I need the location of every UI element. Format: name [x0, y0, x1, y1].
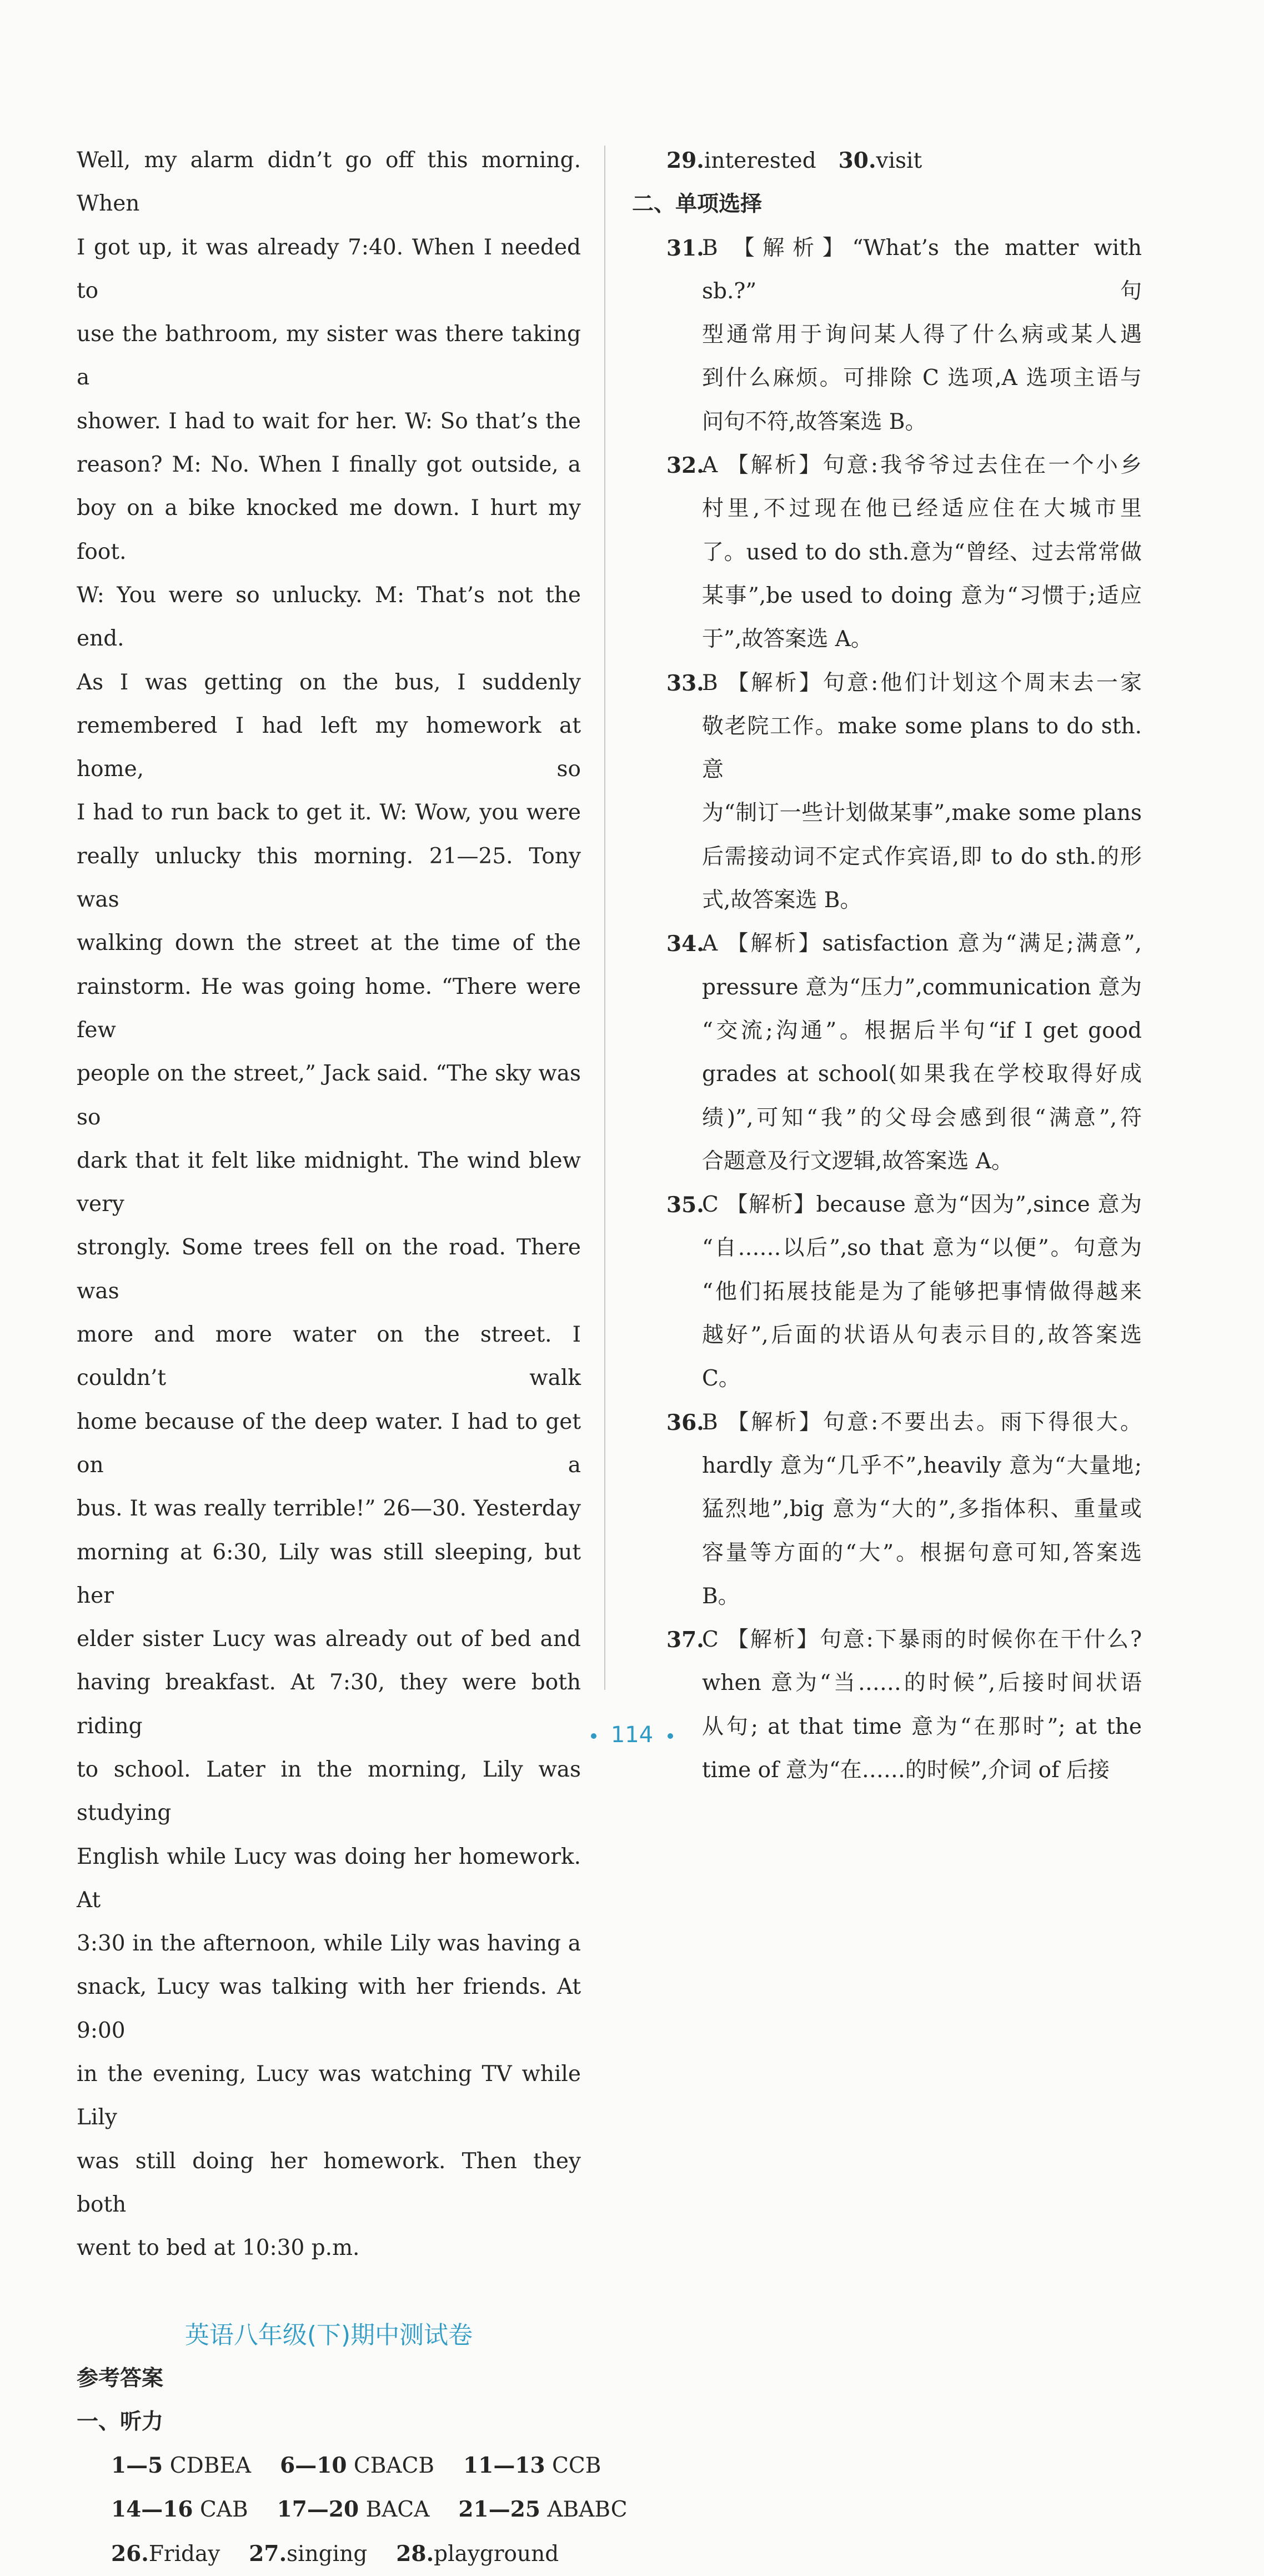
item-line: 容量等方面的“大”。根据句意可知,答案选 [702, 1540, 1142, 1565]
item-number: 36. [666, 1409, 704, 1435]
transcript-line: more and more water on the street. I couldn’t walk [77, 1322, 581, 1391]
item-line: 式,故答案选 B。 [702, 888, 862, 913]
page-number-footer [0, 1722, 1264, 1748]
item-line: 为“制订一些计划做某事”,make some plans [702, 801, 1142, 826]
answer-range: 17—20 [277, 2497, 359, 2523]
item-line: 后需接动词不定式作宾语,即 to do sth.的形 [702, 844, 1142, 869]
transcript-line: I got up, it was already 7:40. When I needed to [77, 234, 581, 303]
listening-answers [77, 2444, 628, 2576]
choice-item [632, 1401, 1142, 1618]
item-line: 从句; at that time 意为“在那时”; at the [702, 1714, 1142, 1739]
answer-range: 1—5 [111, 2453, 163, 2479]
transcript-line: home because of the deep water. I had to get on a [77, 1409, 581, 1478]
answer-value: CCB [552, 2453, 601, 2479]
transcript-line: walking down the street at the time of the [77, 931, 581, 956]
answer-range: 29. [666, 148, 704, 173]
left-column [77, 139, 628, 2576]
item-line: hardly 意为“几乎不”,heavily 意为“大量地; [702, 1453, 1142, 1478]
transcript-line: shower. I had to wait for her. W: So that’s the [77, 408, 581, 434]
answer-value: BACA [365, 2497, 430, 2523]
listening-transcript [77, 139, 581, 2270]
transcript-line: was still doing her homework. Then they both [77, 2148, 581, 2217]
item-number: 34. [666, 931, 704, 957]
answer-range: 11—13 [463, 2453, 545, 2479]
item-line: 某事”,be used to doing 意为“习惯于;适应 [702, 583, 1142, 608]
item-number: 31. [666, 235, 704, 261]
item-line: 猛烈地”,big 意为“大的”,多指体积、重量或 [702, 1497, 1142, 1522]
choice-item [632, 1183, 1142, 1400]
choice-item [632, 922, 1142, 1183]
item-line: time of 意为“在……的时候”,介词 of 后接 [702, 1757, 1110, 1783]
footer-dot-icon [591, 1733, 596, 1739]
footer-dot-icon [668, 1733, 673, 1739]
transcript-line: English while Lucy was doing her homework. At [77, 1844, 581, 1913]
item-line: 合题意及行文逻辑,故答案选 A。 [702, 1148, 1013, 1174]
transcript-line: boy on a bike knocked me down. I hurt my foot. [77, 496, 581, 564]
item-line: “交流;沟通”。根据后半句“if I get good [702, 1018, 1142, 1043]
item-line: 了。used to do sth.意为“曾经、过去常常做 [702, 539, 1142, 565]
item-line: 绩)”,可知“我”的父母会感到很“满意”,符 [702, 1105, 1142, 1131]
transcript-line: As I was getting on the bus, I suddenly [77, 669, 581, 695]
item-line: C。 [702, 1366, 740, 1392]
choice-item [632, 1618, 1142, 1792]
column-divider [604, 146, 605, 1690]
item-line: B。 [702, 1583, 740, 1609]
transcript-line: morning at 6:30, Lily was still sleeping, but her [77, 1539, 581, 1608]
transcript-line: to school. Later in the morning, Lily was studying [77, 1757, 581, 1826]
answer-range: 28. [396, 2540, 434, 2567]
answer-value: singing [287, 2541, 368, 2567]
choice-item [632, 444, 1142, 661]
choice-heading: 二、单项选择 [632, 192, 763, 217]
answer-range: 14—16 [111, 2497, 193, 2523]
transcript-line: having breakfast. At 7:30, they were both riding [77, 1670, 581, 1739]
item-line: 于”,故答案选 A。 [702, 627, 872, 652]
transcript-line: bus. It was really terrible!” 26—30. Yesterday [77, 1496, 581, 1522]
item-line: B 【解析】句意:他们计划这个周末去一家 [702, 670, 1142, 696]
answer-value: CDBEA [169, 2453, 252, 2479]
choice-item [632, 227, 1142, 444]
item-line: 村里,不过现在他已经适应住在大城市里 [702, 496, 1142, 522]
transcript-line: really unlucky this morning. 21—25. Tony was [77, 843, 581, 913]
transcript-line: in the evening, Lucy was watching TV while Lily [77, 2062, 581, 2130]
listening-heading: 一、听力 [77, 2409, 164, 2434]
right-column [632, 139, 1142, 1792]
transcript-line: strongly. Some trees fell on the road. There was [77, 1235, 581, 1304]
choice-explanations [632, 227, 1142, 1793]
transcript-line: rainstorm. He was going home. “There were few [77, 974, 581, 1043]
item-number: 33. [666, 670, 704, 696]
item-line: 到什么麻烦。可排除 C 选项,A 选项主语与 [702, 366, 1142, 391]
ref-answer-heading: 参考答案 [77, 2365, 164, 2391]
answers-29-30 [632, 139, 1142, 183]
transcript-line: snack, Lucy was talking with her friends. At 9:00 [77, 1974, 581, 2043]
transcript-line: went to bed at 10:30 p.m. [77, 2235, 360, 2261]
answer-value: Friday [148, 2541, 220, 2567]
answer-value: CBACB [353, 2453, 435, 2479]
item-line: “自……以后”,so that 意为“以便”。句意为 [702, 1236, 1142, 1261]
transcript-line: remembered I had left my homework at home, so [77, 713, 581, 782]
item-number: 35. [666, 1192, 704, 1218]
item-line: B 【解析】“What’s the matter with sb.?”句 [702, 235, 1142, 304]
item-line: A 【解析】satisfaction 意为“满足;满意”, [702, 931, 1142, 957]
item-number: 37. [666, 1627, 704, 1653]
answer-range: 30. [838, 148, 876, 173]
item-line: 越好”,后面的状语从句表示目的,故答案选 [702, 1323, 1142, 1348]
item-line: 敬老院工作。make some plans to do sth.意 [702, 713, 1142, 783]
item-line: grades at school(如果我在学校取得好成 [702, 1062, 1142, 1087]
answer-range: 6—10 [280, 2453, 347, 2479]
answer-row [77, 2488, 628, 2532]
item-line: C 【解析】句意:下暴雨的时候你在干什么? [702, 1627, 1142, 1653]
item-line: 问句不符,故答案选 B。 [702, 409, 927, 434]
choice-item [632, 662, 1142, 923]
item-line: when 意为“当……的时候”,后接时间状语 [702, 1670, 1142, 1696]
item-line: B 【解析】句意:不要出去。雨下得很大。 [702, 1409, 1142, 1435]
answer-range: 21—25 [458, 2497, 540, 2523]
answer-value: ABABC [547, 2497, 628, 2523]
answer-value: CAB [199, 2497, 248, 2523]
answer-value: visit [876, 148, 922, 173]
transcript-line: 3:30 in the afternoon, while Lily was having a [77, 1931, 581, 1957]
transcript-line: reason? M: No. When I finally got outside, a [77, 452, 581, 478]
transcript-line: W: You were so unlucky. M: That’s not the end. [77, 582, 581, 652]
transcript-line: Well, my alarm didn’t go off this morning. When [77, 148, 581, 217]
answer-value: playground [434, 2541, 559, 2567]
transcript-line: elder sister Lucy was already out of bed and [77, 1627, 581, 1652]
item-number: 32. [666, 453, 704, 479]
transcript-line: dark that it felt like midnight. The wind blew very [77, 1148, 581, 1217]
answer-value: interested [704, 148, 816, 173]
answer-row [77, 2444, 601, 2488]
item-line: 型通常用于询问某人得了什么病或某人遇 [702, 322, 1142, 348]
transcript-line: use the bathroom, my sister was there taking a [77, 322, 581, 391]
answer-range: 26. [111, 2540, 149, 2567]
transcript-line: people on the street,” Jack said. “The sky was so [77, 1061, 581, 1130]
item-line: A 【解析】句意:我爷爷过去住在一个小乡 [702, 453, 1142, 478]
section-title: 英语八年级(下)期中测试卷 [184, 2320, 473, 2349]
answer-range: 27. [249, 2540, 287, 2567]
transcript-line: I had to run back to get it. W: Wow, you were [77, 800, 581, 826]
page-number: 114 [610, 1722, 654, 1748]
answer-row [77, 2532, 581, 2576]
item-line: “他们拓展技能是为了能够把事情做得越来 [702, 1279, 1142, 1304]
item-line: C 【解析】because 意为“因为”,since 意为 [702, 1192, 1142, 1218]
item-line: pressure 意为“压力”,communication 意为 [702, 974, 1142, 1000]
